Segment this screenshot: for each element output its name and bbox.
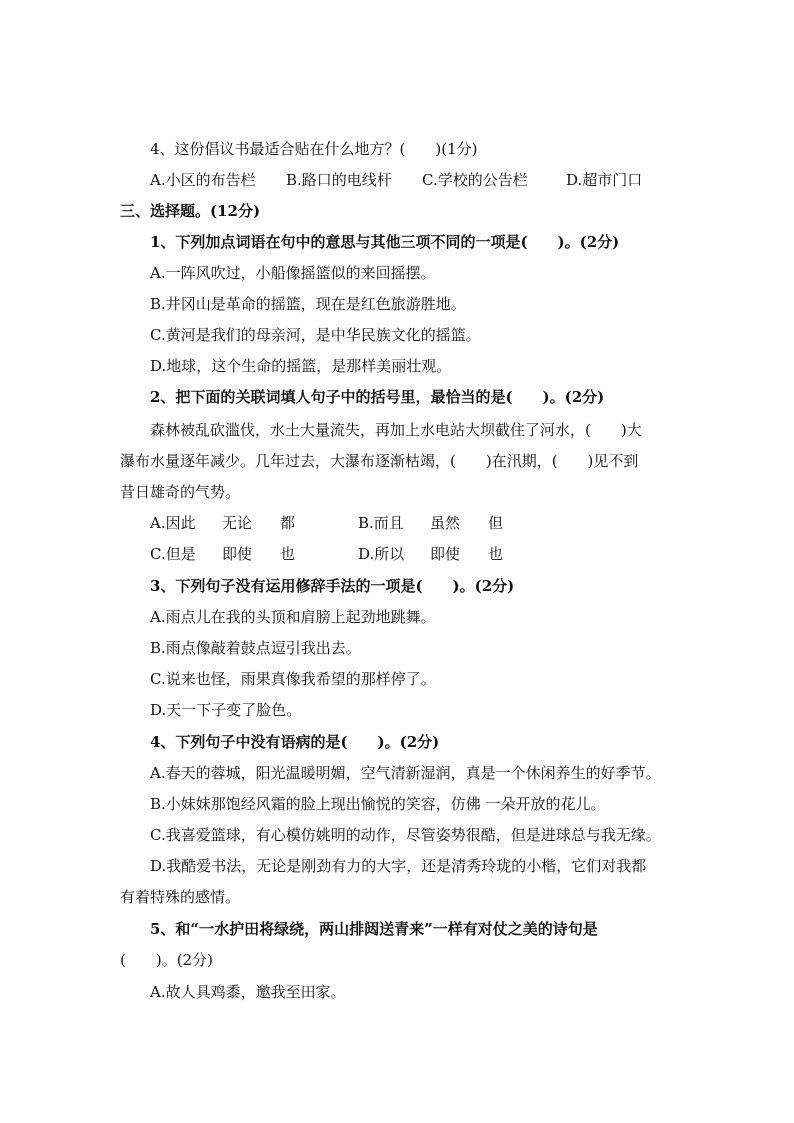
p3-q2-option-b-word1: B.而且 [358, 514, 404, 532]
p3-q1-stem: 1、下列加点词语在句中的意思与其他三项不同的一项是( )。(2分) [150, 233, 620, 251]
p3-q1-option-c: C.黄河是我们的母亲河，是中华民族文化的摇篮。 [150, 326, 481, 344]
p3-q2-option-b-word3: 但 [488, 514, 504, 532]
p3-q4-option-a: A.春天的蓉城，阳光温暖明媚，空气清新湿润，真是一个休闲养生的好季节。 [150, 764, 661, 782]
p3-q4-stem: 4、下列句子中没有语病的是( )。(2分) [150, 733, 440, 751]
p3-q2-stem: 2、把下面的关联词填人句子中的括号里，最恰当的是( )。(2分) [150, 388, 605, 406]
p3-q5-stem-line2: ( )。(2分) [120, 951, 213, 969]
p3-q2-option-d-word2: 即使 [430, 545, 461, 563]
p3-q2-option-a-word1: A.因此 [150, 514, 196, 532]
p3-q2-passage-line1: 森林被乱砍滥伐，水土大量流失，再加上水电站大坝截住了河水，( )大 [150, 421, 642, 439]
p2-q4-stem: 4、这份倡议书最适合贴在什么地方？( )(1分) [150, 140, 478, 158]
p3-q4-option-d: D.我酷爱书法，无论是刚劲有力的大字，还是清秀玲珑的小楷，它们对我都 [150, 857, 647, 875]
p3-q2-option-b-word2: 虽然 [430, 514, 461, 532]
p3-q4-option-c: C.我喜爱篮球，有心模仿姚明的动作，尽管姿势很酷，但是进球总与我无缘。 [150, 826, 661, 844]
p3-q5-option-a: A.故人具鸡黍，邀我至田家。 [150, 983, 346, 1001]
p3-q1-option-d: D.地球，这个生命的摇篮，是那样美丽壮观。 [150, 357, 452, 375]
p2-q4-option-b: B.路口的电线杆 [286, 171, 392, 189]
p3-q2-option-row2 [150, 544, 503, 564]
p3-q2-option-d-word3: 也 [488, 545, 504, 563]
p3-q5-stem-line1: 5、和“一水护田将绿绕，两山排闼送青来”一样有对仗之美的诗句是 [150, 920, 598, 938]
p2-q4-option-d: D.超市门口 [566, 171, 643, 189]
p3-q4-option-b: B.小妹妹那饱经风霜的脸上现出愉悦的笑容，仿佛 一朵开放的花儿。 [150, 795, 606, 813]
p3-q2-option-c-word1: C.但是 [150, 545, 196, 563]
part3-heading: 三、选择题。(12分) [120, 202, 261, 220]
p3-q1-option-a: A.一阵风吹过，小船像摇篮似的来回摇摆。 [150, 264, 436, 282]
p3-q3-stem: 3、下列句子没有运用修辞手法的一项是( )。(2分) [150, 577, 515, 595]
p3-q2-passage-line2: 瀑布水量逐年减少。几年过去，大瀑布逐渐枯竭，( )在汛期，( )见不到 [120, 452, 639, 470]
p3-q2-option-c-word3: 也 [280, 545, 296, 563]
p3-q4-option-d-continued: 有着特殊的感情。 [120, 888, 241, 906]
p3-q3-option-a: A.雨点儿在我的头顶和肩膀上起劲地跳舞。 [150, 608, 436, 626]
p2-q4-option-a: A.小区的布告栏 [150, 171, 256, 189]
p3-q2-option-d-word1: D.所以 [358, 545, 405, 563]
p3-q2-option-row1 [150, 513, 503, 533]
p3-q2-option-c-word2: 即使 [222, 545, 253, 563]
p3-q2-option-a-word2: 无论 [222, 514, 253, 532]
p3-q1-option-b: B.井冈山是革命的摇篮，现在是红色旅游胜地。 [150, 295, 466, 313]
p3-q2-passage-line3: 昔日雄奇的气势。 [120, 483, 241, 501]
p3-q3-option-c: C.说来也怪，雨果真像我希望的那样停了。 [150, 670, 436, 688]
p2-q4-option-c: C.学校的公告栏 [422, 171, 528, 189]
p3-q2-option-a-word3: 都 [280, 514, 296, 532]
p3-q3-option-d: D.天一下子变了脸色。 [150, 701, 302, 719]
p3-q3-option-b: B.雨点像敲着鼓点逗引我出去。 [150, 639, 361, 657]
p2-q4-options [150, 170, 642, 190]
